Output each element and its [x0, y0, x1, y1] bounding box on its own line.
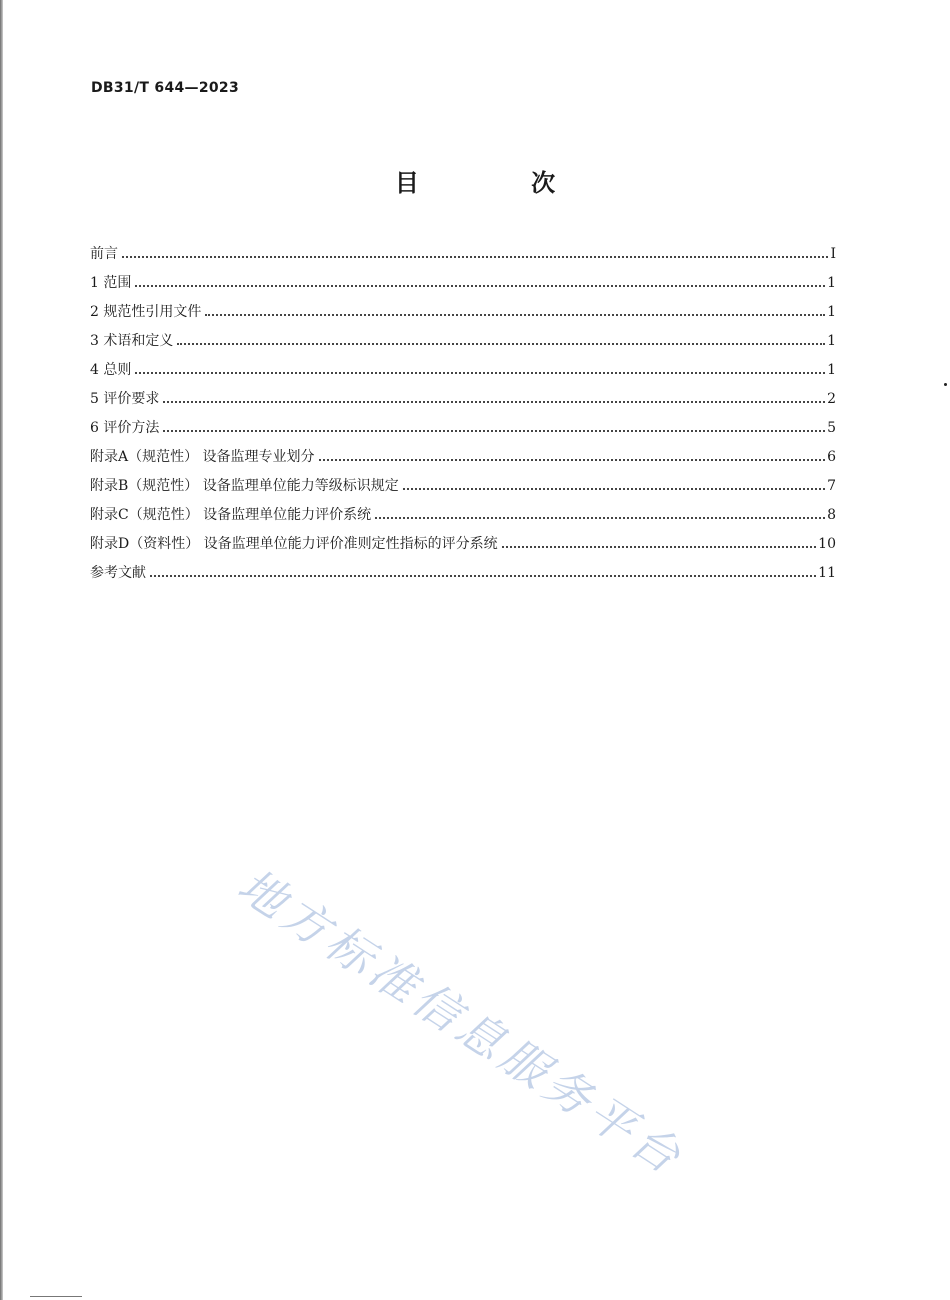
- toc-entry-page: 7: [827, 478, 836, 494]
- toc-entry-page: 1: [827, 275, 836, 291]
- toc-entry-page: 1: [827, 362, 836, 378]
- toc-entry-label: 附录D（资料性） 设备监理单位能力评价准则定性指标的评分系统: [90, 536, 498, 552]
- toc-entry-label: 参考文献: [90, 565, 146, 581]
- toc-entry-page: 5: [827, 420, 836, 436]
- dot-leader: [403, 474, 825, 490]
- dot-leader: [205, 300, 825, 316]
- watermark-text: 地方标准信息服务平台: [228, 857, 695, 1187]
- toc-entry-page: Ⅰ: [830, 246, 836, 262]
- dot-leader: [375, 503, 825, 519]
- toc-entry-label: 4 总则: [90, 362, 132, 378]
- toc-entry-appendix-b[interactable]: [90, 474, 836, 503]
- dot-leader: [135, 358, 825, 374]
- document-code: DB31/T 644—2023: [91, 80, 239, 96]
- dot-leader: [135, 271, 825, 287]
- toc-entry-page: 1: [827, 304, 836, 320]
- toc-entry-label: 附录A（规范性） 设备监理专业划分: [90, 449, 315, 465]
- toc-entry-general[interactable]: [90, 358, 836, 387]
- toc-entry-label: 6 评价方法: [90, 420, 160, 436]
- toc-entry-page: 1: [827, 333, 836, 349]
- toc-entry-label: 附录C（规范性） 设备监理单位能力评价系统: [90, 507, 372, 523]
- toc-entry-normative-references[interactable]: [90, 300, 836, 329]
- dot-leader: [150, 561, 816, 577]
- toc-entry-bibliography[interactable]: [90, 561, 836, 590]
- dot-leader: [319, 445, 826, 461]
- toc-entry-page: 6: [827, 449, 836, 465]
- page-title: 目 次: [394, 169, 608, 197]
- dot-leader: [502, 532, 816, 548]
- scan-speck: [944, 383, 947, 386]
- dot-leader: [177, 329, 825, 345]
- toc-entry-label: 1 范围: [90, 275, 132, 291]
- toc-entry-evaluation-methods[interactable]: [90, 416, 836, 445]
- toc-entry-page: 11: [818, 565, 836, 581]
- toc-entry-terms-definitions[interactable]: [90, 329, 836, 358]
- toc-entry-foreword[interactable]: [90, 242, 836, 271]
- dot-leader: [122, 242, 828, 258]
- dot-leader: [163, 387, 825, 403]
- toc-entry-page: 2: [827, 391, 836, 407]
- toc-entry-label: 3 术语和定义: [90, 333, 174, 349]
- toc-entry-label: 前言: [90, 246, 118, 262]
- toc-entry-scope[interactable]: [90, 271, 836, 300]
- dot-leader: [163, 416, 825, 432]
- toc-entry-label: 附录B（规范性） 设备监理单位能力等级标识规定: [90, 478, 399, 494]
- scan-bottom-mark: [30, 1296, 82, 1297]
- table-of-contents: [90, 242, 836, 590]
- toc-entry-appendix-a[interactable]: [90, 445, 836, 474]
- toc-entry-appendix-d[interactable]: [90, 532, 836, 561]
- toc-entry-page: 8: [827, 507, 836, 523]
- toc-entry-evaluation-requirements[interactable]: [90, 387, 836, 416]
- toc-entry-label: 2 规范性引用文件: [90, 304, 202, 320]
- toc-entry-page: 10: [818, 536, 836, 552]
- toc-entry-appendix-c[interactable]: [90, 503, 836, 532]
- toc-entry-label: 5 评价要求: [90, 391, 160, 407]
